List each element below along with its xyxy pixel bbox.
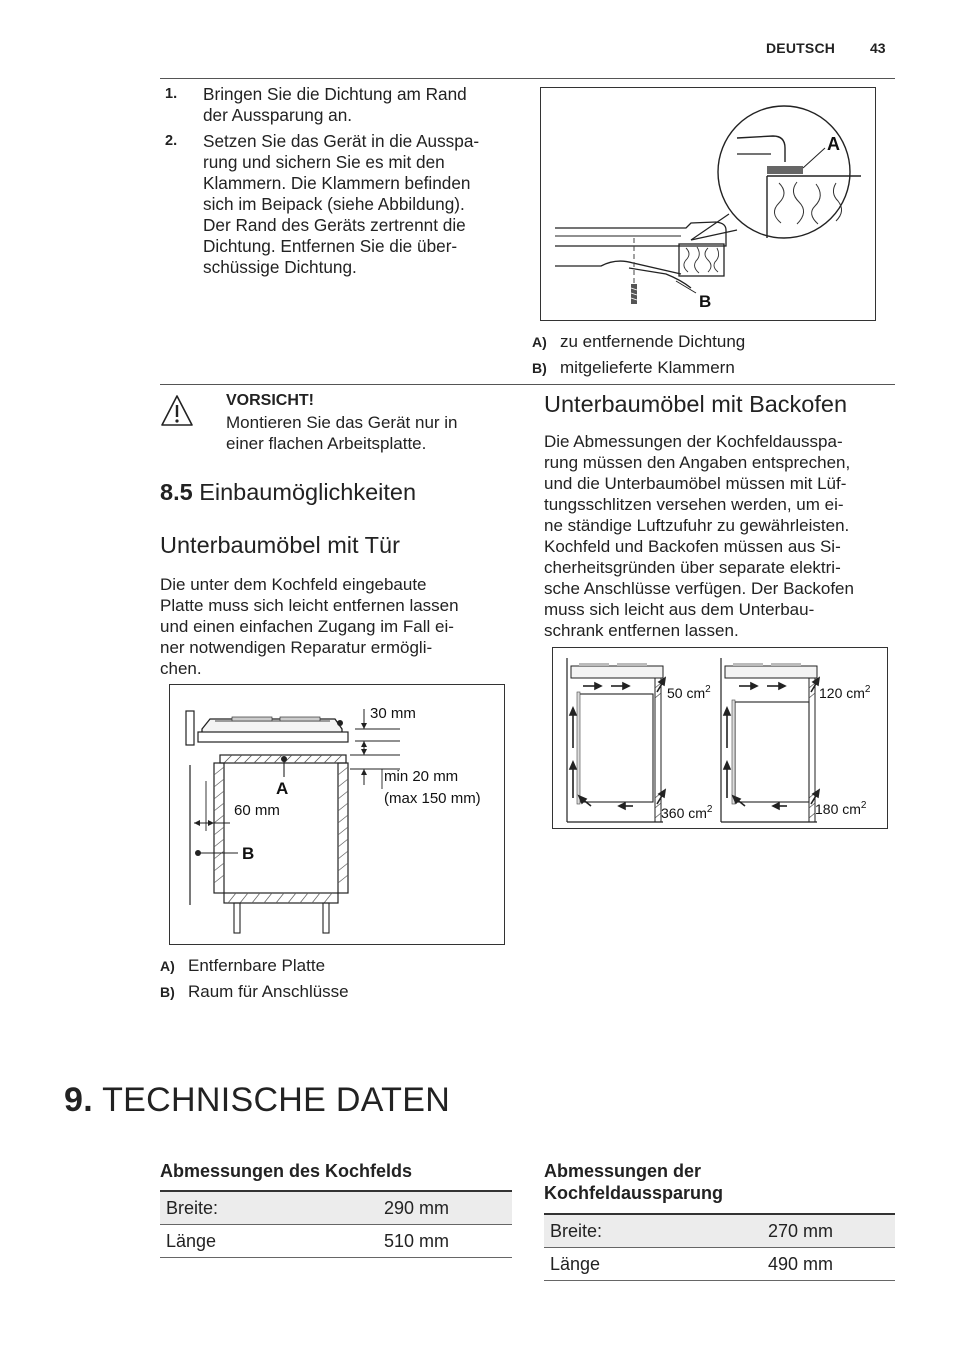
step-line: Dichtung. Entfernen Sie die über- [203,236,458,256]
caution-block [160,392,510,462]
dim-60mm: 60 mm [234,802,280,819]
dim-30mm: 30 mm [370,705,416,722]
left-bottom-area: 360 $cm^2$ [661,804,713,821]
door-cabinet-text: Die unter dem Kochfeld eingebaute Platte muss sich leicht entfernen lassen und einen einfachen Zugang im Fall ei- ner notwendigen Reparatur ermögli- chen. [160,575,459,678]
chapter-9-heading: 9. TECHNISCHE DATEN [64,1081,451,1119]
caution-text: Montieren Sie das Gerät nur in einer flachen Arbeitsplatte. [226,413,458,453]
cutout-dimensions-table [544,1213,895,1281]
cutout-dimensions-title: Abmessungen der Kochfeldaussparung [544,1161,724,1203]
step-line: schüssige Dichtung. [203,257,357,277]
door-cabinet-figure [169,684,505,945]
seal-label-b: B [699,292,712,311]
section-rule [160,384,895,385]
oven-cabinet-text: Die Abmessungen der Kochfeldausspa- rung müssen den Angaben entsprechen, und die Unterbaumöbel müssen mit Lüf- tungsschlitzen versehen werden, um ei- ne ständige Luftzufuhr zu gewährleisten. Kochfeld und Backofen müssen aus Si- cherheitsgründen über separate elektri- sche Anschlüsse verfügen. Der Backofen muss sich leicht aus dem Unterbau- schrank entfernen lassen. [544,432,854,640]
legend-item: B) Raum für Anschlüsse [160,982,349,1001]
step-line: rung und sichern Sie es mit den [203,152,445,172]
page-number: 43 [870,40,886,56]
step-text [203,84,467,126]
step-line: Der Rand des Geräts zertrennt die [203,215,466,235]
seal-legend [532,329,745,381]
oven-ventilation-figure [552,647,888,829]
door-cabinet-heading: Unterbaumöbel mit Tür [160,532,400,558]
right-top-area: 120 $cm^2$ [819,684,871,701]
door-cabinet-legend [160,953,349,1005]
oven-ventilation-drawing [553,648,887,828]
oven-cabinet-heading: Unterbaumöbel mit Backofen [544,391,848,417]
table-row [160,1191,512,1225]
seal-drawing [541,88,875,320]
header-rule [160,78,895,79]
table-row [544,1214,895,1248]
step-number: 2. [165,133,178,149]
step-line: Klammern. Die Klammern befinden [203,173,471,193]
header-language: DEUTSCH [766,40,836,56]
warning-icon [160,394,194,428]
step-line: sich im Beipack (siehe Abbildung). [203,194,465,214]
step-line: der Aussparung an. [203,105,353,125]
table-cell-value: 510 mm [378,1225,512,1258]
space-label-b: B [242,844,255,863]
step-line: Bringen Sie die Dichtung am Rand [203,84,467,104]
dim-max: (max 150 mm) [384,790,481,807]
table-cell-label: Länge [160,1225,378,1258]
table-cell-label: Breite: [160,1191,378,1225]
table-row [544,1248,895,1281]
step-text [203,131,479,278]
legend-item: B) mitgelieferte Klammern [532,358,735,377]
step-number: 1. [165,86,178,102]
left-top-area: 50 $cm^2$ [667,684,711,701]
seal-installation-figure [540,87,876,321]
panel-label-a: A [276,779,289,798]
dim-min: min 20 mm [384,768,459,785]
section-8-5-heading: 8.5 Einbaumöglichkeiten [160,479,417,505]
table-cell-value: 270 mm [762,1214,895,1248]
hob-dimensions-table [160,1190,512,1258]
table-row [160,1225,512,1258]
hob-dimensions-title: Abmessungen des Kochfelds [160,1161,413,1181]
table-cell-value: 290 mm [378,1191,512,1225]
table-cell-label: Länge [544,1248,762,1281]
legend-item: A) zu entfernende Dichtung [532,332,746,351]
door-cabinet-drawing [170,685,504,944]
seal-label-a: A [827,134,840,154]
right-bottom-area: 180 $cm^2$ [815,800,867,817]
step-line: Setzen Sie das Gerät in die Ausspa- [203,131,480,151]
caution-title: VORSICHT! [226,392,314,409]
legend-item: A) Entfernbare Platte [160,956,326,975]
table-cell-label: Breite: [544,1214,762,1248]
table-cell-value: 490 mm [762,1248,895,1281]
